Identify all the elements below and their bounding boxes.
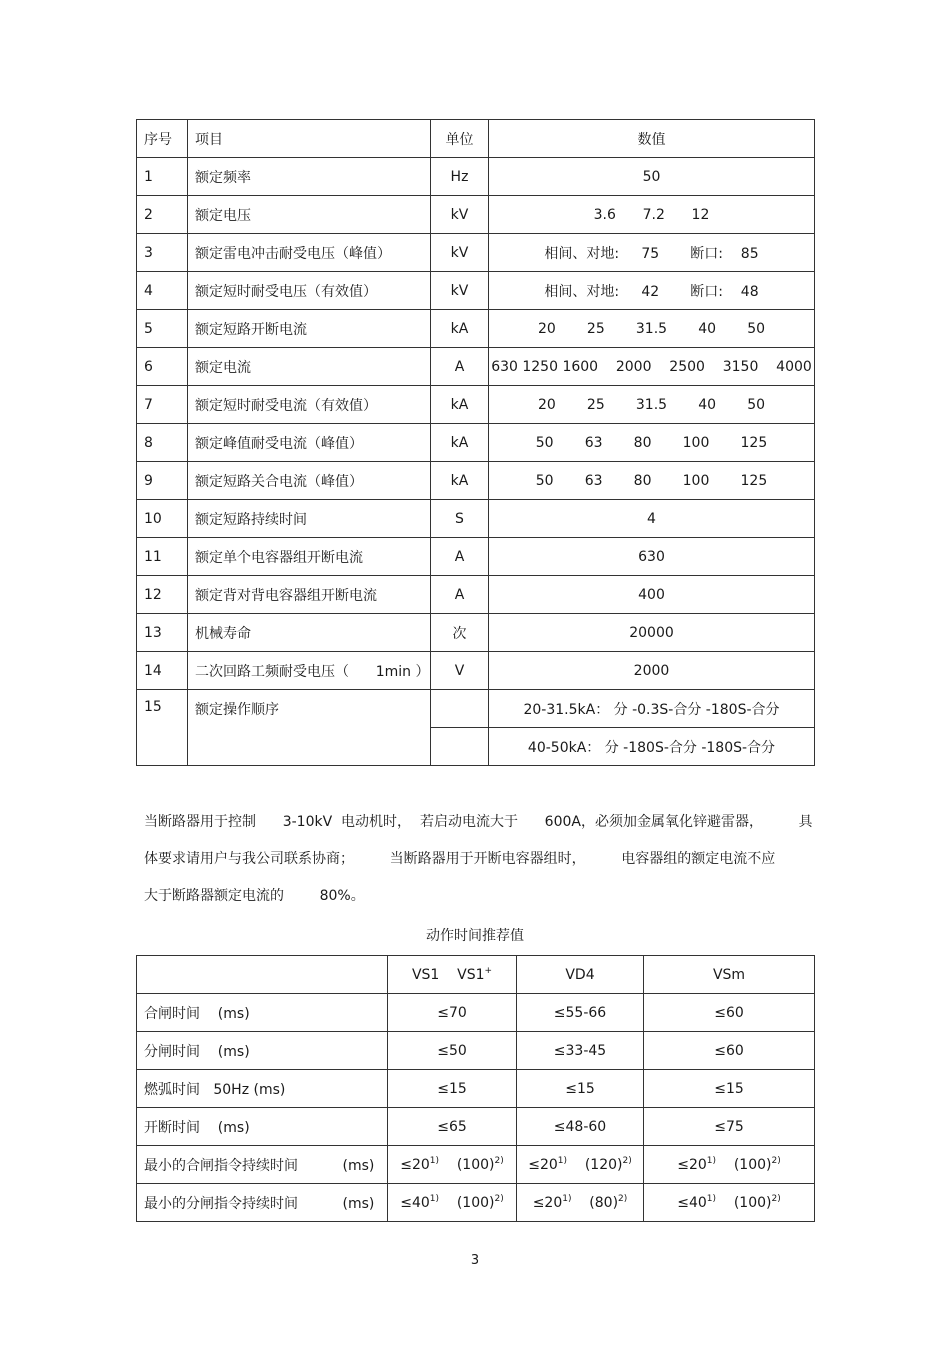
- close-cmd-vs1: [388, 1146, 517, 1184]
- open-cmd-vsm-n2: 2): [771, 1193, 781, 1204]
- time-vs1: ≤65: [388, 1108, 517, 1146]
- spec-value: 50: [489, 158, 815, 196]
- spec-unit: Hz: [431, 158, 489, 196]
- time-vsm: ≤60: [644, 1032, 815, 1070]
- time-header-vsm: VSm: [644, 956, 815, 994]
- open-cmd-vs1-a: ≤40: [400, 1194, 430, 1211]
- spec-unit: kV: [431, 234, 489, 272]
- action-time-table: [136, 955, 815, 1222]
- time-vsm: ≤75: [644, 1108, 815, 1146]
- paragraph-line-2: 体要求请用户与我公司联系协商； 当断路器用于开断电容器组时， 电容器组的额定电流不应: [144, 851, 776, 867]
- close-cmd-vsm-b: (100): [733, 1156, 772, 1173]
- time-label: 合闸时间 (ms): [137, 994, 388, 1032]
- spec-no: 13: [137, 614, 188, 652]
- spec-unit: S: [431, 500, 489, 538]
- spec-row: [137, 614, 815, 652]
- time-row: [137, 1070, 815, 1108]
- time-vd4: ≤48-60: [517, 1108, 644, 1146]
- spec-table-tail: [137, 690, 815, 766]
- spec-no: 7: [137, 386, 188, 424]
- spec-item: 额定短路开断电流: [188, 310, 431, 348]
- spec-value: 2000: [489, 652, 815, 690]
- spec-row: [137, 234, 815, 272]
- time-table-body: [137, 956, 815, 1146]
- spec-row: [137, 196, 815, 234]
- spec-unit: kA: [431, 310, 489, 348]
- spec-item: 机械寿命: [188, 614, 431, 652]
- time-table-cmd-rows: [137, 1146, 815, 1222]
- header-value: 数值: [489, 120, 815, 158]
- spec-row: [137, 424, 815, 462]
- spec-row: [137, 310, 815, 348]
- row15-value-a: 20-31.5kA： 分 -0.3S-合分 -180S-合分: [489, 690, 815, 728]
- spec-unit: A: [431, 538, 489, 576]
- spec-row-15a: [137, 690, 815, 728]
- spec-value: 相间、对地: 75 断口: 85: [489, 234, 815, 272]
- spec-row: [137, 500, 815, 538]
- open-cmd-vsm: [644, 1184, 815, 1222]
- spec-value: 50 63 80 100 125: [489, 424, 815, 462]
- spec-value: 20000: [489, 614, 815, 652]
- spec-no: 10: [137, 500, 188, 538]
- spec-row: [137, 538, 815, 576]
- spec-unit: kV: [431, 196, 489, 234]
- time-header-vs1-text: VS1 VS1: [411, 966, 485, 983]
- spec-item: 额定电压: [188, 196, 431, 234]
- header-unit: 单位: [431, 120, 489, 158]
- spec-no: 12: [137, 576, 188, 614]
- spec-item: 额定短路持续时间: [188, 500, 431, 538]
- spec-no: 9: [137, 462, 188, 500]
- time-row: [137, 1108, 815, 1146]
- close-cmd-vsm: [644, 1146, 815, 1184]
- spec-item: 额定单个电容器组开断电流: [188, 538, 431, 576]
- spec-row: [137, 272, 815, 310]
- open-cmd-vs1: [388, 1184, 517, 1222]
- open-cmd-vsm-n1: 1): [706, 1193, 717, 1204]
- paragraph-line-3: 大于断路器额定电流的 80%。: [144, 888, 365, 904]
- open-cmd-vsm-b: (100): [733, 1194, 772, 1211]
- spec-unit: kA: [431, 424, 489, 462]
- time-vd4: ≤33-45: [517, 1032, 644, 1070]
- time-label: 燃弧时间 50Hz (ms): [137, 1070, 388, 1108]
- spec-row: [137, 158, 815, 196]
- close-cmd-vd4-n2: 2): [622, 1155, 632, 1166]
- row15-value-b: 40-50kA： 分 -180S-合分 -180S-合分: [489, 728, 815, 766]
- spec-row: [137, 386, 815, 424]
- close-cmd-vs1-b: (100): [456, 1156, 495, 1173]
- spec-item: 二次回路工频耐受电压（ 1min ）: [188, 652, 431, 690]
- close-cmd-vsm-a: ≤20: [677, 1156, 707, 1173]
- header-no: 序号: [137, 120, 188, 158]
- close-cmd-vd4-a: ≤20: [528, 1156, 558, 1173]
- row15-item: 额定操作顺序: [188, 690, 431, 766]
- spec-unit: V: [431, 652, 489, 690]
- spec-row: [137, 348, 815, 386]
- row15-unit-a: [431, 690, 489, 728]
- spec-no: 3: [137, 234, 188, 272]
- open-cmd-vd4-a: ≤20: [532, 1194, 563, 1211]
- open-cmd-vd4-n1: 1): [562, 1193, 572, 1204]
- spec-item: 额定背对背电容器组开断电流: [188, 576, 431, 614]
- time-table-title: 动作时间推荐值: [426, 928, 524, 944]
- time-row-open-cmd: [137, 1184, 815, 1222]
- spec-value: 3.6 7.2 12: [489, 196, 815, 234]
- close-cmd-vsm-n1: 1): [706, 1155, 717, 1166]
- spec-no: 2: [137, 196, 188, 234]
- spec-no: 6: [137, 348, 188, 386]
- open-cmd-vs1-b: (100): [456, 1194, 495, 1211]
- spec-unit: kA: [431, 386, 489, 424]
- spec-row: [137, 652, 815, 690]
- time-label: 分闸时间 (ms): [137, 1032, 388, 1070]
- spec-item: 额定短时耐受电压（有效值）: [188, 272, 431, 310]
- time-vs1: ≤15: [388, 1070, 517, 1108]
- header-item: 项目: [188, 120, 431, 158]
- spec-row: [137, 576, 815, 614]
- spec-unit: A: [431, 348, 489, 386]
- open-cmd-vs1-n2: 2): [494, 1193, 504, 1204]
- time-vs1: ≤50: [388, 1032, 517, 1070]
- spec-value: 20 25 31.5 40 50: [489, 310, 815, 348]
- close-cmd-vd4: [517, 1146, 644, 1184]
- close-cmd-vd4-b: (120): [584, 1156, 623, 1173]
- close-cmd-vs1-a: ≤20: [400, 1156, 430, 1173]
- spec-no: 1: [137, 158, 188, 196]
- time-vd4: ≤55-66: [517, 994, 644, 1032]
- time-label: 开断时间 (ms): [137, 1108, 388, 1146]
- spec-row: [137, 462, 815, 500]
- spec-value: 630 1250 1600 2000 2500 3150 4000: [489, 348, 815, 386]
- open-cmd-label: 最小的分闸指令持续时间 (ms): [137, 1184, 388, 1222]
- spec-value: 50 63 80 100 125: [489, 462, 815, 500]
- spec-unit: kV: [431, 272, 489, 310]
- row15-unit-b: [431, 728, 489, 766]
- spec-no: 14: [137, 652, 188, 690]
- spec-no: 11: [137, 538, 188, 576]
- time-row: [137, 994, 815, 1032]
- open-cmd-vsm-a: ≤40: [677, 1194, 707, 1211]
- time-vd4: ≤15: [517, 1070, 644, 1108]
- spec-table-body: [137, 120, 815, 690]
- spec-header-row: [137, 120, 815, 158]
- time-header-vs1-plus: +: [484, 965, 493, 976]
- spec-no: 4: [137, 272, 188, 310]
- spec-value: 630: [489, 538, 815, 576]
- row15-no: 15: [137, 690, 188, 766]
- time-vsm: ≤15: [644, 1070, 815, 1108]
- spec-unit: A: [431, 576, 489, 614]
- close-cmd-label: 最小的合闸指令持续时间 (ms): [137, 1146, 388, 1184]
- spec-item: 额定峰值耐受电流（峰值）: [188, 424, 431, 462]
- paragraph-line-1: 当断路器用于控制 3-10kV 电动机时， 若启动电流大于 600A，必须加金属氧化锌避雷器， 具: [144, 814, 813, 830]
- time-row: [137, 1032, 815, 1070]
- time-vs1: ≤70: [388, 994, 517, 1032]
- time-header-vs1: [388, 956, 517, 994]
- time-header-row: [137, 956, 815, 994]
- close-cmd-vs1-n2: 2): [494, 1155, 504, 1166]
- spec-item: 额定频率: [188, 158, 431, 196]
- spec-item: 额定短路关合电流（峰值）: [188, 462, 431, 500]
- spec-value: 相间、对地: 42 断口: 48: [489, 272, 815, 310]
- time-header-blank: [137, 956, 388, 994]
- open-cmd-vd4: [517, 1184, 644, 1222]
- time-header-vd4: VD4: [517, 956, 644, 994]
- open-cmd-vd4-b: (80): [589, 1194, 619, 1211]
- spec-value: 20 25 31.5 40 50: [489, 386, 815, 424]
- spec-unit: kA: [431, 462, 489, 500]
- close-cmd-vsm-n2: 2): [771, 1155, 781, 1166]
- open-cmd-vs1-n1: 1): [429, 1193, 440, 1204]
- close-cmd-vd4-n1: 1): [557, 1155, 568, 1166]
- close-cmd-vs1-n1: 1): [429, 1155, 440, 1166]
- spec-no: 8: [137, 424, 188, 462]
- open-cmd-vd4-n2: 2): [618, 1193, 628, 1204]
- spec-table: [136, 119, 815, 766]
- spec-item: 额定雷电冲击耐受电压（峰值）: [188, 234, 431, 272]
- spec-value: 400: [489, 576, 815, 614]
- time-vsm: ≤60: [644, 994, 815, 1032]
- spec-value: 4: [489, 500, 815, 538]
- page-number: 3: [470, 1253, 480, 1268]
- spec-unit: 次: [431, 614, 489, 652]
- spec-item: 额定短时耐受电流（有效值）: [188, 386, 431, 424]
- spec-item: 额定电流: [188, 348, 431, 386]
- time-row-close-cmd: [137, 1146, 815, 1184]
- spec-no: 5: [137, 310, 188, 348]
